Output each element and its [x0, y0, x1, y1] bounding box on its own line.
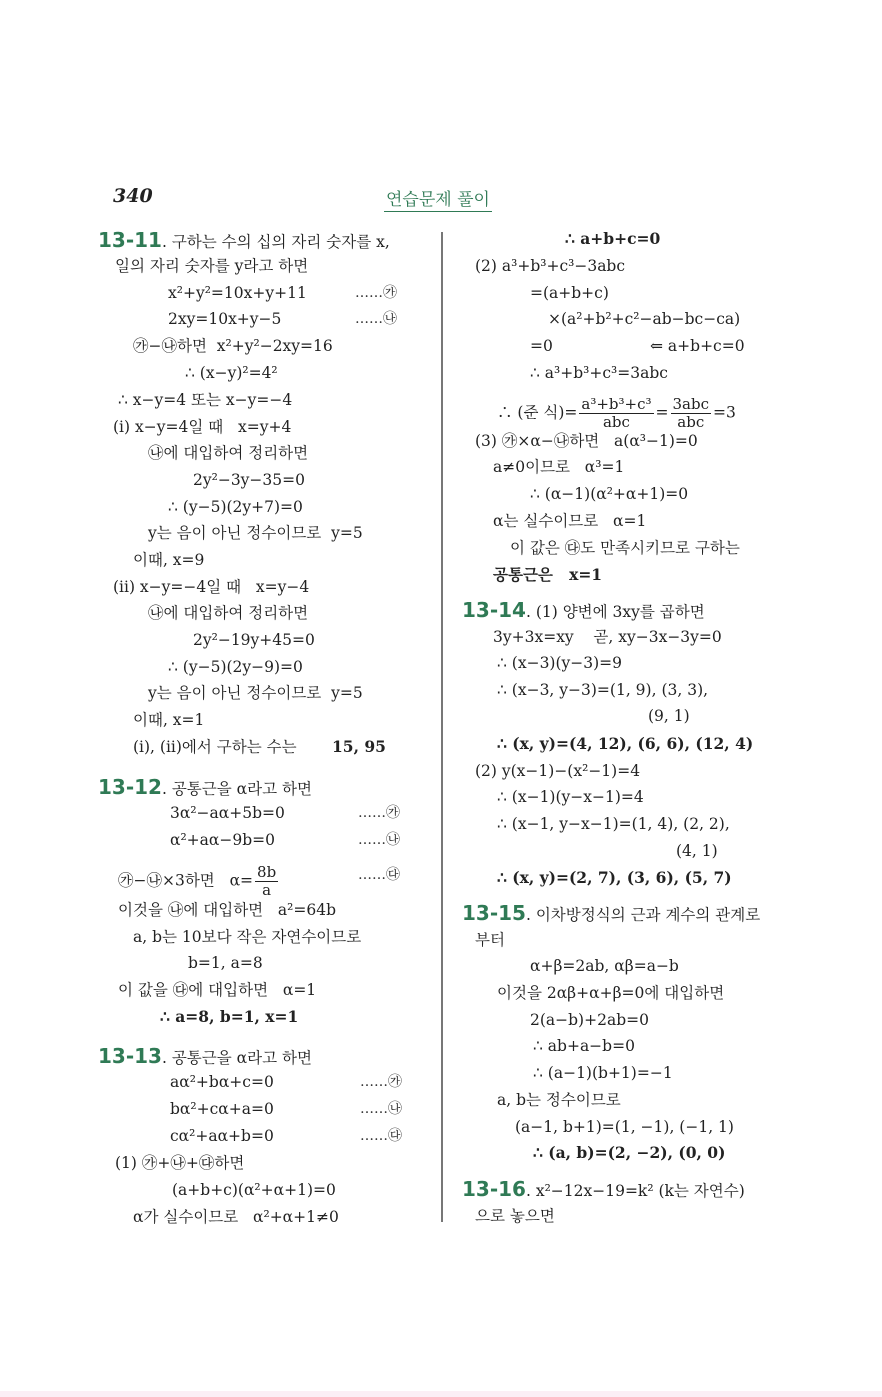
solution-line: ㉯에 대입하여 정리하면	[148, 444, 309, 462]
solution-line: 이 값을 ㉰에 대입하면 α=1	[118, 981, 317, 999]
equation-label: ……㉰	[358, 867, 400, 883]
equation-line: 3α²−aα+5b=0	[170, 804, 285, 822]
solution-line: y는 음이 아닌 정수이므로 y=5	[148, 684, 363, 702]
solution-line: (ii) x−y=−4일 때 x=y−4	[113, 578, 310, 596]
solution-line: ㉮−㉯하면 x²+y²−2xy=16	[133, 337, 333, 355]
solution-line: (4, 1)	[676, 842, 718, 860]
solution-line: (3) ㉮×α−㉯하면 a(α³−1)=0	[475, 432, 698, 450]
solution-line: ∴ ab+a−b=0	[533, 1037, 635, 1055]
solution-line: (2) a³+b³+c³−3abc	[475, 257, 626, 275]
problem-number: 13-16	[462, 1177, 526, 1201]
fraction-line	[497, 396, 736, 431]
equals: =	[655, 403, 669, 422]
problem-number: 13-13	[98, 1044, 162, 1068]
problem-text: . 공통근을 α라고 하면	[161, 1049, 312, 1067]
numerator: a³+b³+c³	[581, 395, 652, 413]
solution-line: ∴ (a−1)(b+1)=−1	[533, 1064, 673, 1082]
solution-line: ∴ x−y=4 또는 x−y=−4	[118, 391, 293, 409]
problem-13-14-heading	[462, 598, 705, 624]
problem-number: 13-15	[462, 901, 526, 925]
solution-line: (i) x−y=4일 때 x=y+4	[113, 418, 292, 436]
problem-text: . x²−12x−19=k² (k는 자연수)	[525, 1182, 745, 1200]
equation-line: x²+y²=10x+y+11	[168, 284, 307, 302]
solution-line: 으로 놓으면	[475, 1207, 555, 1225]
problem-text: . (1) 양변에 3xy를 곱하면	[525, 603, 705, 621]
solution-line: a, b는 정수이므로	[497, 1091, 621, 1109]
solution-line: ∴ (x−3, y−3)=(1, 9), (3, 3),	[497, 681, 709, 699]
answer: ∴ a=8, b=1, x=1	[160, 1007, 299, 1026]
equation-line: 2xy=10x+y−5	[168, 310, 282, 328]
solution-line: α+β=2ab, αβ=a−b	[530, 957, 679, 975]
column-divider	[441, 232, 443, 1222]
result: =3	[713, 403, 736, 422]
solution-line: 2(a−b)+2ab=0	[530, 1011, 649, 1029]
solution-line: 이 값은 ㉰도 만족시키므로 구하는	[510, 539, 740, 557]
denominator: a	[262, 881, 272, 899]
solution-line: ∴ a³+b³+c³=3abc	[530, 364, 668, 382]
fraction	[579, 396, 653, 431]
answer: 15, 95	[332, 737, 386, 756]
problem-number: 13-14	[462, 598, 526, 622]
problem-13-16-heading	[462, 1177, 745, 1203]
solution-line: α는 실수이므로 α=1	[493, 512, 647, 530]
page-title: 연습문제 풀이	[384, 185, 492, 212]
solution-line: 2y²−19y+45=0	[193, 631, 315, 649]
solution-line: 3y+3x=xy 곧, xy−3x−3y=0	[493, 628, 722, 646]
side-note: ⇐ a+b+c=0	[650, 337, 745, 355]
equation-label: ……㉮	[360, 1074, 402, 1090]
solution-line: ∴ (α−1)(α²+α+1)=0	[530, 485, 689, 503]
problem-text: . 이차방정식의 근과 계수의 관계로	[525, 906, 761, 924]
solution-line: ∴ (x−1)(y−x−1)=4	[497, 788, 644, 806]
solution-line: (a−1, b+1)=(1, −1), (−1, 1)	[515, 1118, 734, 1136]
answer: ∴ (a, b)=(2, −2), (0, 0)	[533, 1143, 726, 1162]
denominator: abc	[602, 413, 630, 431]
answer: ∴ (x, y)=(2, 7), (3, 6), (5, 7)	[497, 868, 732, 887]
numerator: 3abc	[672, 395, 710, 413]
solution-line: a, b는 10보다 작은 자연수이므로	[133, 928, 362, 946]
fraction	[671, 396, 712, 431]
solution-line: ∴ (x−y)²=4²	[185, 364, 278, 382]
equation-label: ……㉯	[360, 1101, 402, 1117]
equation-label: ……㉰	[360, 1128, 402, 1144]
page-edge	[0, 1391, 882, 1397]
solution-line: b=1, a=8	[188, 954, 263, 972]
denominator: abc	[677, 413, 705, 431]
solution-line: =(a+b+c)	[530, 284, 609, 302]
solution-line: 이때, x=9	[133, 551, 205, 569]
equation-text: ㉮−㉯×3하면 α=	[118, 871, 254, 890]
equation-label: ……㉯	[355, 311, 397, 327]
solution-line: ㉯에 대입하여 정리하면	[148, 604, 309, 622]
equation-line: aα²+bα+c=0	[170, 1073, 274, 1091]
problem-number: 13-12	[98, 775, 162, 799]
equation-line: bα²+cα+a=0	[170, 1100, 274, 1118]
solution-line: ∴ a+b+c=0	[565, 229, 661, 248]
problem-text: . 공통근을 α라고 하면	[161, 780, 312, 798]
numerator: 8b	[257, 863, 277, 881]
solution-line: =0	[530, 337, 553, 355]
equation-label: ……㉯	[358, 832, 400, 848]
solution-line: 이것을 2αβ+α+β=0에 대입하면	[497, 984, 725, 1002]
equation-line: cα²+aα+b=0	[170, 1127, 274, 1145]
solution-line: 일의 자리 숫자를 y라고 하면	[115, 257, 309, 275]
solution-line: ∴ (x−1, y−x−1)=(1, 4), (2, 2),	[497, 815, 730, 833]
answer: ∴ (x, y)=(4, 12), (6, 6), (12, 4)	[497, 734, 754, 753]
equation-line: α²+aα−9b=0	[170, 831, 275, 849]
solution-line: ×(a²+b²+c²−ab−bc−ca)	[548, 310, 741, 328]
page-number: 340	[113, 185, 153, 207]
problem-13-13-heading	[98, 1044, 312, 1070]
problem-13-12-heading	[98, 775, 312, 801]
answer: 공통근은 x=1	[493, 565, 603, 584]
equation-line	[118, 864, 280, 899]
solution-line: y는 음이 아닌 정수이므로 y=5	[148, 524, 363, 542]
fraction	[255, 864, 278, 899]
equation-label: ……㉮	[355, 285, 397, 301]
solution-line: ∴ (x−3)(y−3)=9	[497, 654, 623, 672]
solution-line: (a+b+c)(α²+α+1)=0	[172, 1181, 336, 1199]
solution-line: 이때, x=1	[133, 711, 205, 729]
solution-line: (i), (ii)에서 구하는 수는	[133, 738, 297, 756]
solution-line: a≠0이므로 α³=1	[493, 458, 625, 476]
problem-number: 13-11	[98, 228, 162, 252]
problem-text: . 구하는 수의 십의 자리 숫자를 x,	[161, 233, 390, 251]
solution-line: (1) ㉮+㉯+㉰하면	[115, 1154, 245, 1172]
solution-line: (2) y(x−1)−(x²−1)=4	[475, 762, 641, 780]
solution-line: 2y²−3y−35=0	[193, 471, 305, 489]
solution-line: ∴ (y−5)(2y+7)=0	[168, 498, 303, 516]
solution-line: α가 실수이므로 α²+α+1≠0	[133, 1208, 339, 1226]
solution-line: ∴ (y−5)(2y−9)=0	[168, 658, 303, 676]
problem-13-11-heading	[98, 228, 390, 254]
equation-label: ……㉮	[358, 805, 400, 821]
equation-text: ∴ (준 식)=	[497, 403, 578, 422]
solution-line: 부터	[475, 931, 505, 949]
solution-line: 이것을 ㉯에 대입하면 a²=64b	[118, 901, 337, 919]
problem-13-15-heading	[462, 901, 760, 927]
solution-line: (9, 1)	[648, 707, 690, 725]
